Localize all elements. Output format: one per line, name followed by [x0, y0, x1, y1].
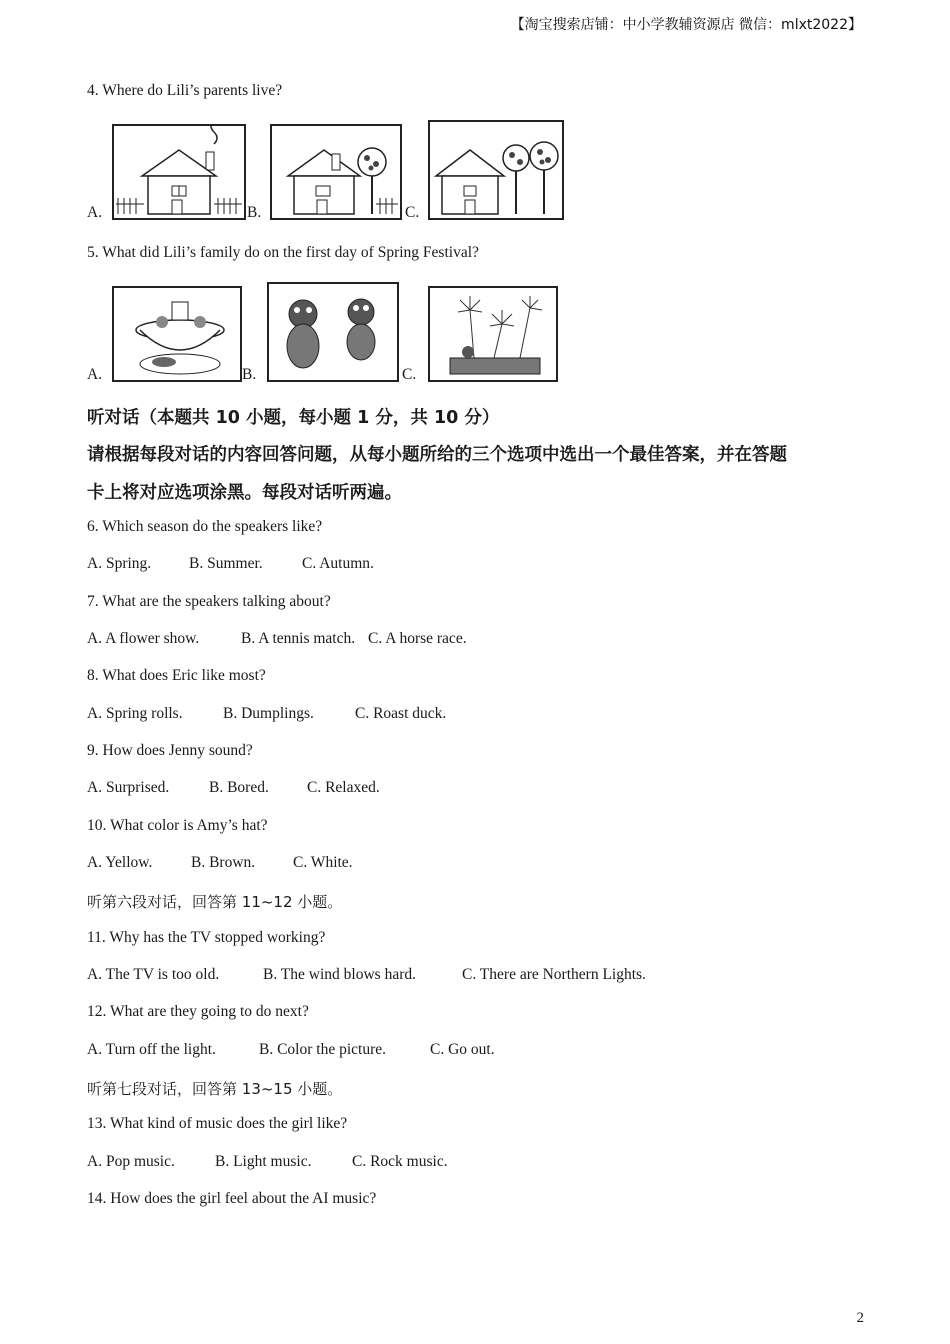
- house-with-trees-icon: [428, 120, 564, 220]
- option-7c[interactable]: C. A horse race.: [368, 630, 467, 647]
- option-10b[interactable]: B. Brown.: [191, 854, 256, 871]
- options-12: [87, 1041, 495, 1059]
- options-10: [87, 854, 353, 872]
- option-6b[interactable]: B. Summer.: [189, 555, 263, 572]
- option-11b[interactable]: B. The wind blows hard.: [263, 966, 416, 983]
- section-instruction-line-2: 卡上将对应选项涂黑。每段对话听两遍。: [87, 483, 402, 503]
- option-10a[interactable]: A. Yellow.: [87, 854, 153, 871]
- options-13: [87, 1153, 448, 1171]
- question-7: 7. What are the speakers talking about?: [87, 593, 331, 610]
- option-11c[interactable]: C. There are Northern Lights.: [462, 966, 646, 983]
- question-14: 14. How does the girl feel about the AI music?: [87, 1190, 377, 1207]
- q4-option-a-letter: A.: [87, 204, 103, 221]
- question-10: 10. What color is Amy’s hat?: [87, 817, 268, 834]
- option-7b[interactable]: B. A tennis match.: [241, 630, 356, 647]
- question-5: 5. What did Lili’s family do on the first day of Spring Festival?: [87, 244, 479, 261]
- option-9b[interactable]: B. Bored.: [209, 779, 269, 796]
- house-with-tree-icon: [270, 124, 402, 220]
- q5-picture-options: [87, 280, 607, 384]
- options-6: [87, 555, 374, 573]
- option-12c[interactable]: C. Go out.: [430, 1041, 495, 1058]
- option-9a[interactable]: A. Surprised.: [87, 779, 170, 796]
- question-11: 11. Why has the TV stopped working?: [87, 929, 326, 946]
- option-12b[interactable]: B. Color the picture.: [259, 1041, 386, 1058]
- option-6a[interactable]: A. Spring.: [87, 555, 152, 572]
- options-8: [87, 705, 446, 723]
- question-6: 6. Which season do the speakers like?: [87, 518, 323, 535]
- option-13c[interactable]: C. Rock music.: [352, 1153, 448, 1170]
- option-12a[interactable]: A. Turn off the light.: [87, 1041, 216, 1058]
- dialogue-7-note: 听第七段对话，回答第 13~15 小题。: [87, 1080, 343, 1098]
- q5-option-c-letter: C.: [402, 366, 417, 383]
- option-8b[interactable]: B. Dumplings.: [223, 705, 314, 722]
- option-7a[interactable]: A. A flower show.: [87, 630, 200, 647]
- section-instruction-line-1: 请根据每段对话的内容回答问题，从每小题所给的三个选项中选出一个最佳答案，并在答题: [87, 445, 787, 465]
- lion-dance-icon: [267, 282, 399, 382]
- q4-option-b-letter: B.: [247, 204, 262, 221]
- section-title: 听对话（本题共 10 小题，每小题 1 分，共 10 分）: [87, 408, 500, 428]
- page-header-watermark: 【淘宝搜索店铺：中小学教辅资源店 微信：mlxt2022】: [510, 17, 862, 33]
- options-11: [87, 966, 646, 984]
- option-11a[interactable]: A. The TV is too old.: [87, 966, 220, 983]
- option-13a[interactable]: A. Pop music.: [87, 1153, 175, 1170]
- hotpot-food-icon: [112, 286, 242, 382]
- q5-option-a-letter: A.: [87, 366, 103, 383]
- option-8a[interactable]: A. Spring rolls.: [87, 705, 183, 722]
- option-9c[interactable]: C. Relaxed.: [307, 779, 380, 796]
- page-number: 2: [856, 1310, 864, 1326]
- question-12: 12. What are they going to do next?: [87, 1003, 309, 1020]
- question-8: 8. What does Eric like most?: [87, 667, 266, 684]
- option-13b[interactable]: B. Light music.: [215, 1153, 312, 1170]
- q4-picture-options: [87, 118, 607, 222]
- dialogue-6-note: 听第六段对话，回答第 11~12 小题。: [87, 893, 343, 911]
- option-8c[interactable]: C. Roast duck.: [355, 705, 447, 722]
- option-6c[interactable]: C. Autumn.: [302, 555, 374, 572]
- fireworks-icon: [428, 286, 558, 382]
- house-icon: [112, 124, 246, 220]
- q5-option-b-letter: B.: [242, 366, 257, 383]
- q4-option-c-letter: C.: [405, 204, 420, 221]
- question-13: 13. What kind of music does the girl like?: [87, 1115, 348, 1132]
- question-9: 9. How does Jenny sound?: [87, 742, 253, 759]
- options-9: [87, 779, 380, 797]
- option-10c[interactable]: C. White.: [293, 854, 353, 871]
- question-4: 4. Where do Lili’s parents live?: [87, 82, 283, 99]
- options-7: [87, 630, 467, 648]
